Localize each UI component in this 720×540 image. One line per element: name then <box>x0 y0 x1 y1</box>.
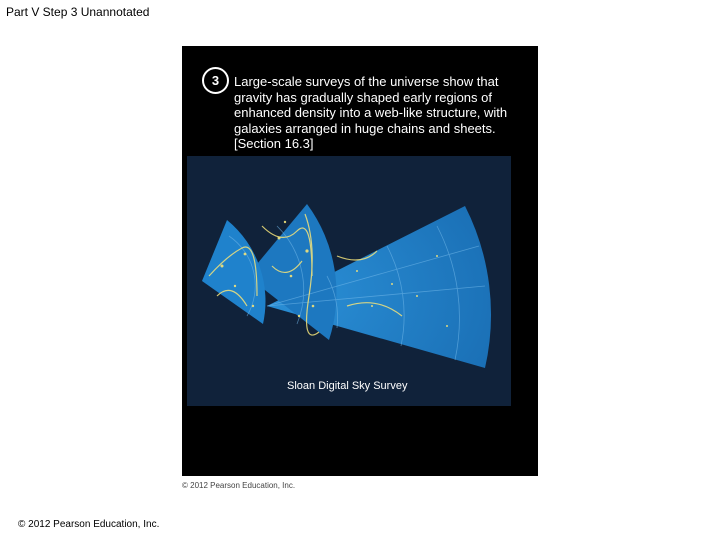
figure-caption: Large-scale surveys of the universe show that gravity has gradually shaped early regions of enhanced density into a web-like structure, with galaxies arranged in huge chains and sheets. [Section 16.3] <box>234 74 508 151</box>
sky-survey-image <box>187 156 511 406</box>
slide-title: Part V Step 3 Unannotated <box>6 5 150 19</box>
survey-label: Sloan Digital Sky Survey <box>287 380 408 392</box>
figure-copyright: © 2012 Pearson Education, Inc. <box>182 481 296 490</box>
figure-panel <box>182 46 538 490</box>
sky-survey-wedges <box>187 156 511 406</box>
slide-footer: © 2012 Pearson Education, Inc. <box>18 519 160 530</box>
step-number-badge: 3 <box>202 67 229 94</box>
